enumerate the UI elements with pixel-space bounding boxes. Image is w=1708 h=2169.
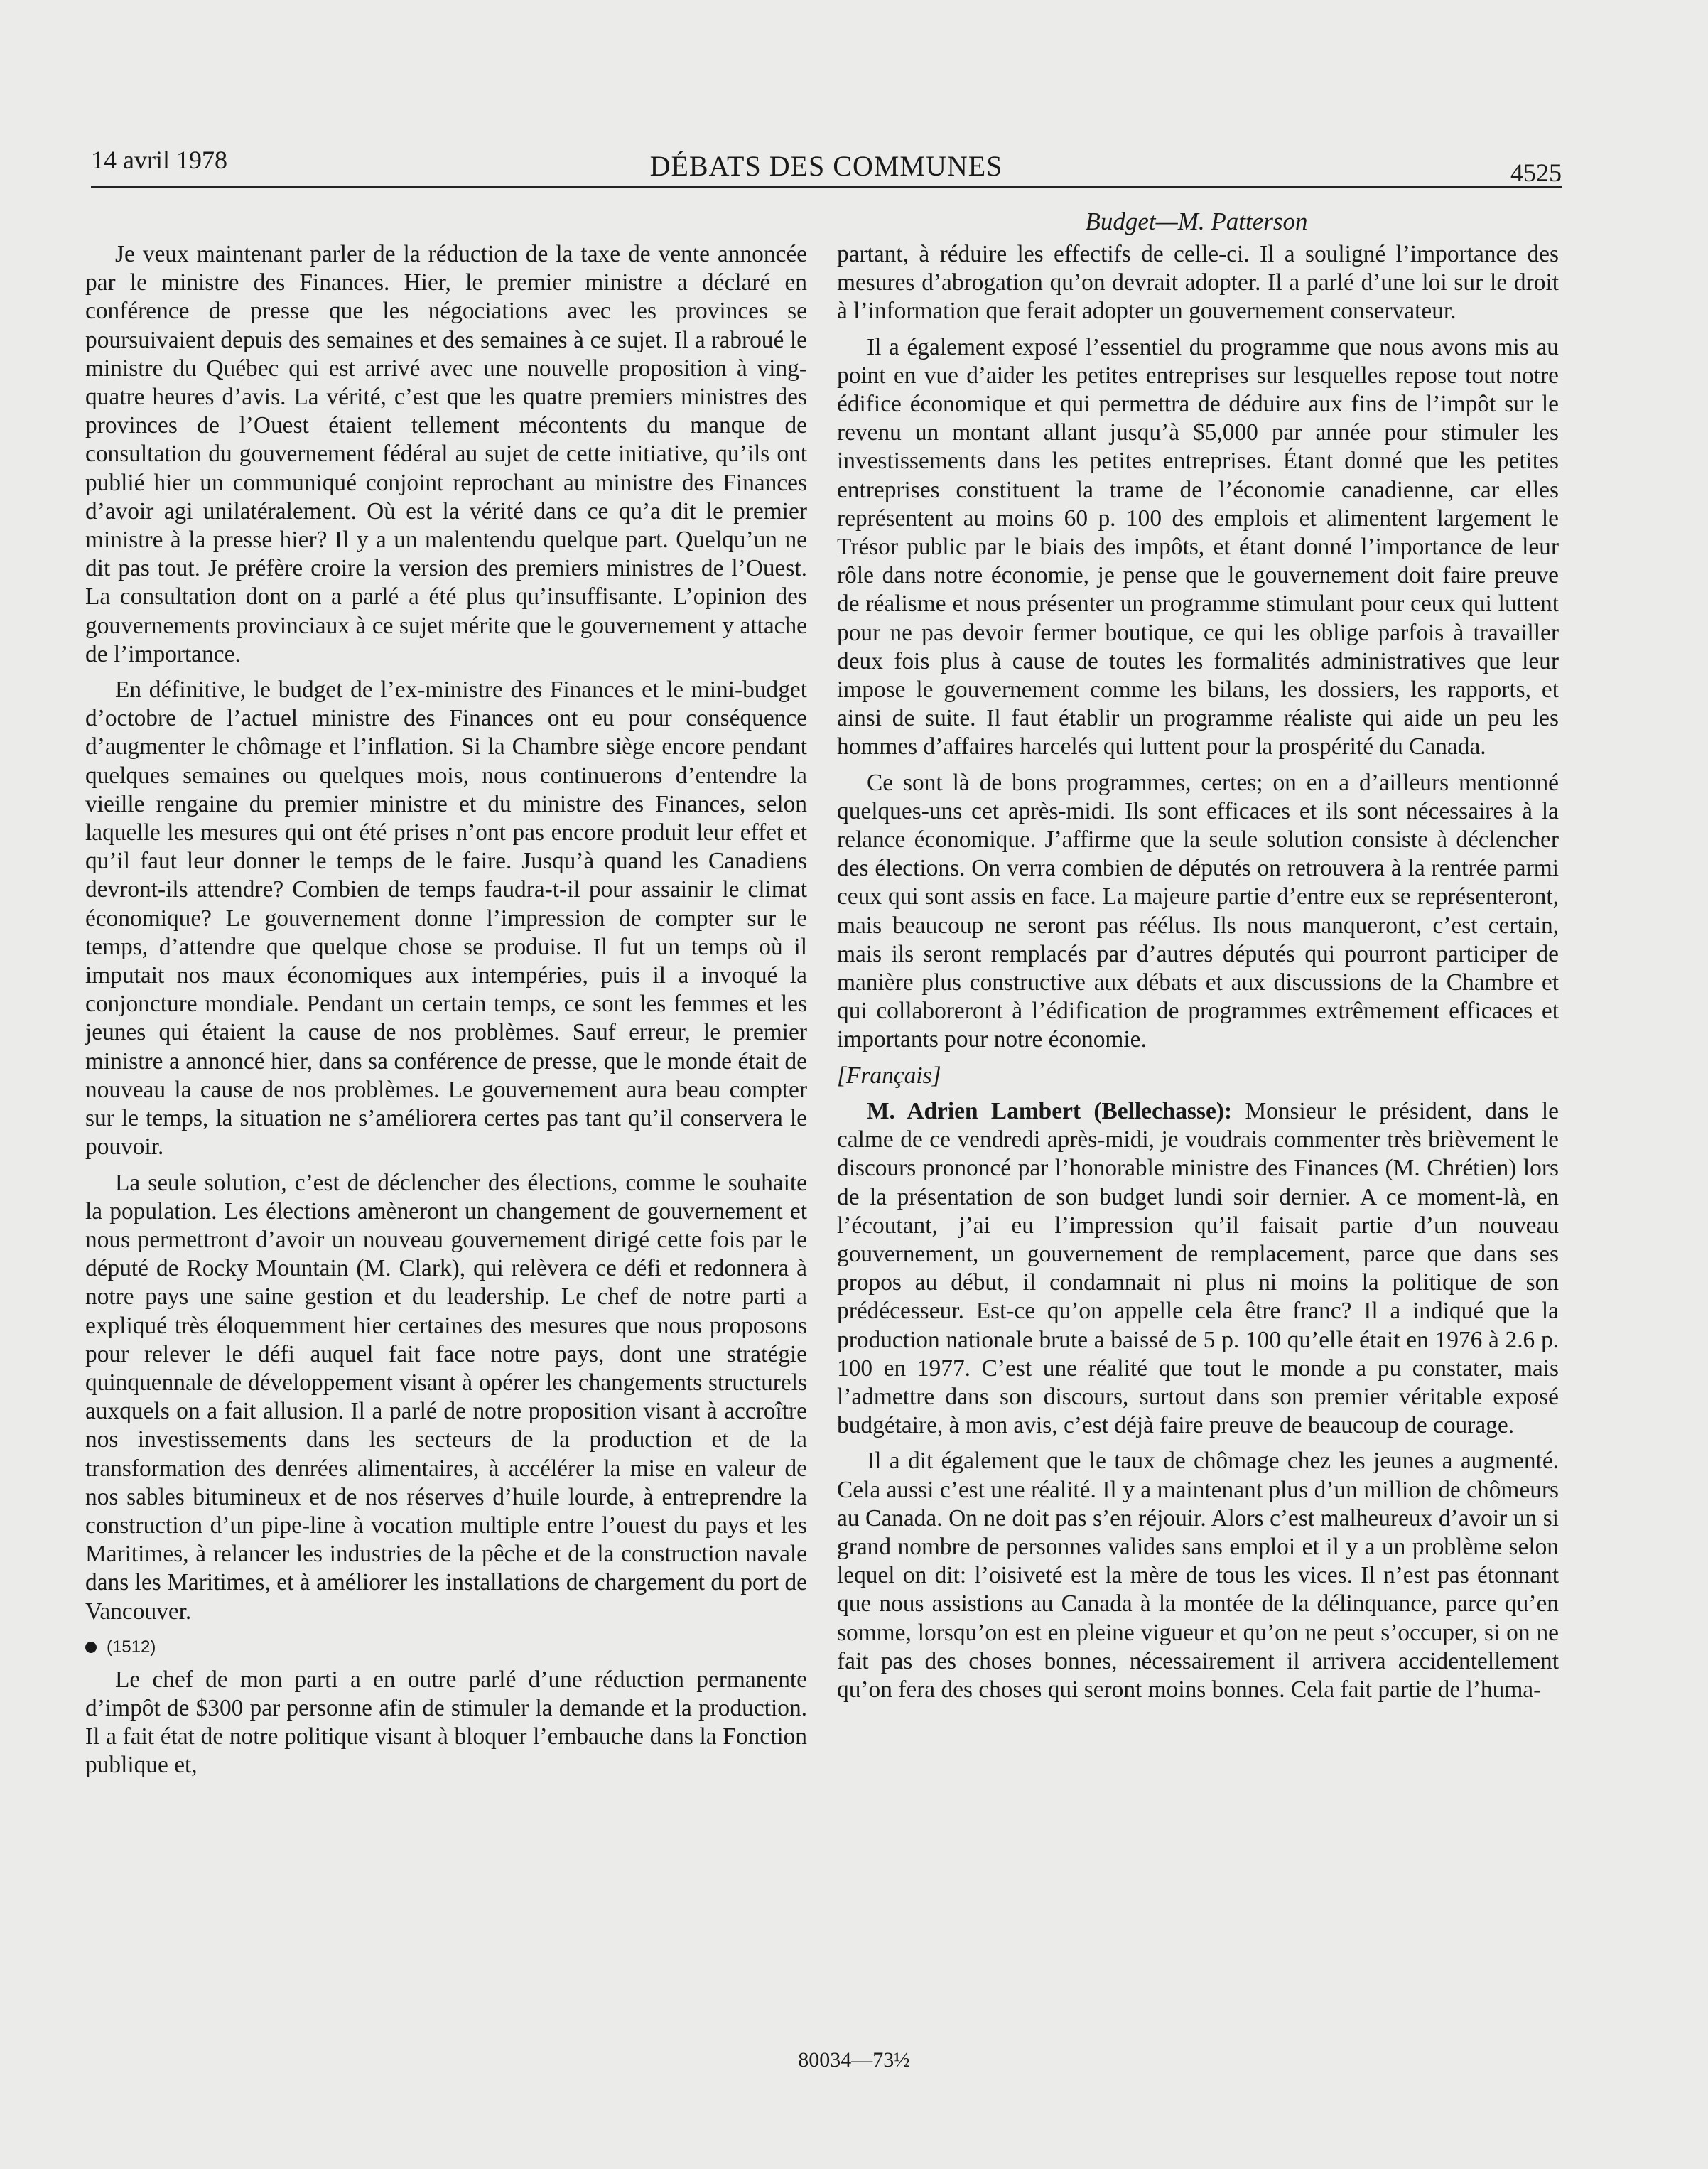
speaker-name: M. Adrien Lambert (Bellechasse): (867, 1097, 1233, 1124)
page-header (91, 142, 1562, 192)
time-marker (85, 1633, 807, 1662)
time-marker-label: (1512) (107, 1637, 156, 1657)
header-title: DÉBATS DES COMMUNES (649, 150, 1003, 182)
paragraph: La seule solution, c’est de déclencher des élections, comme le souhaite la population. Les élections amèneront un changement de gouvernement et nous permettront d’avoir un nouveau gouvernement dirigé cette fois par le député de Rocky Mountain (M. Clark), qui relèvera ce défi et redonnera à notre pays une saine gestion et du leadership. Le chef de notre parti a expliqué très éloquemment hier certaines des mesures que nous proposons pour relever le défi auquel fait face notre pays, dont une stratégie quinquennale de développement visant à opérer les changements structurels auxquels on a fait allusion. Il a parlé de notre proposition visant à accroître nos investissements dans les secteurs de la production et de la transformation des denrées alimentaires, à accélérer la mise en valeur de nos sables bitumineux et de nos réserves d’huile lourde, à entreprendre la construction d’un pipe-line à vocation multiple entre l’ouest du pays et les Maritimes, à relancer les industries de la pêche et de la construction navale dans les Maritimes, et à améliorer les installations de chargement du port de Vancouver. (85, 1169, 807, 1625)
header-page-number: 4525 (1510, 158, 1562, 187)
right-column (837, 240, 1559, 1711)
paragraph: Il a dit également que le taux de chômage chez les jeunes a augmenté. Cela aussi c’est une réalité. Il y a maintenant plus d’un million de chômeurs au Canada. On ne doit pas s’en réjouir. Alors c’est malheureux d’avoir un si grand nombre de personnes valides sans emploi et il y a un problème selon lequel on dit: l’oisiveté est la mère de tous les vices. Il n’est pas étonnant que nous assistions au Canada à la montée de la délinquance, parce qu’en somme, lorsqu’on est en pleine vigueur et qu’on ne peut s’occuper, si on ne fait pas des choses bonnes, nécessairement il arrivera accidentellement qu’on fera des choses qui seront moins bonnes. Cela fait partie de l’huma- (837, 1448, 1559, 1703)
paragraph: Le chef de mon parti a en outre parlé d’une réduction permanente d’impôt de $300 par personne afin de stimuler la demande et la production. Il a fait état de notre politique visant à bloquer l’embauche dans la Fonction publique et, (85, 1666, 807, 1779)
header-rule (91, 186, 1562, 188)
left-column (85, 240, 807, 1787)
paragraph: Ce sont là de bons programmes, certes; on en a d’ailleurs mentionné quelques-uns cet après-midi. Ils sont efficaces et ils sont nécessaires à la relance économique. J’affirme que la seule solution consiste à déclencher des élections. On verra combien de députés on retrouvera à la rentrée parmi ceux qui sont assis en face. La majeure partie d’entre eux se représenteront, mais beaucoup ne seront pas réélus. Ils nous manqueront, c’est certain, mais ils seront remplacés par d’autres députés qui pourront participer de manière plus constructive aux débats et aux discussions de la Chambre et qui collaboreront à l’édification de programmes extrêmement efficaces et importants pour notre économie. (837, 769, 1559, 1053)
speaker-paragraph (837, 1097, 1559, 1440)
page-footer: 80034—73½ (798, 2048, 910, 2072)
header-date: 14 avril 1978 (91, 146, 227, 174)
paragraph: Il a également exposé l’essentiel du programme que nous avons mis au point en vue d’aider les petites entreprises sur lesquelles repose tout notre édifice économique et qui permettra de déduire aux fins de l’impôt sur le revenu un montant allant jusqu’à $5,000 par année pour stimuler les investissements dans les petites entreprises. Étant donné que les petites entreprises constituent la trame de l’économie canadienne, car elles représentent au moins 60 p. 100 des emplois et alimentent largement le Trésor public par le biais des impôts, et étant donné l’importance de leur rôle dans notre économie, je pense que le gouvernement doit faire preuve de réalisme et nous présenter un programme stimulant pour ceux qui luttent pour ne pas devoir fermer boutique, ce qui les oblige parfois à travailler deux fois plus à cause de toutes les formalités administratives que leur impose le gouvernement comme les bilans, les dossiers, les rapports, et ainsi de suite. Il faut établir un programme réaliste qui aide un peu les hommes d’affaires harcelés qui luttent pour la prospérité du Canada. (837, 333, 1559, 760)
paragraph: En définitive, le budget de l’ex-ministre des Finances et le mini-budget d’octobre de l’actuel ministre des Finances ont eu pour conséquence d’augmenter le chômage et l’inflation. Si la Chambre siège encore pendant quelques semaines ou quelques mois, nous continuerons d’entendre la vieille rengaine du premier ministre et du ministre des Finances, selon laquelle les mesures qui ont été prises n’ont pas encore produit leur effet et qu’il faut leur donner le temps de le faire. Jusqu’à quand les Canadiens devront-ils attendre? Combien de temps faudra-t-il pour assainir le climat économique? Le gouvernement donne l’impression de compter sur le temps, d’attendre que quelque chose se produise. Il fut un temps où il imputait nos maux économiques aux intempéries, puis il a invoqué la conjoncture mondiale. Pendant un certain temps, ce sont les femmes et les jeunes qui étaient la cause de nos problèmes. Sauf erreur, le premier ministre a annoncé hier, dans sa conférence de presse, que le monde était de nouveau la cause de nos problèmes. Le gouvernement aura beau compter sur le temps, la situation ne s’améliorera certes pas tant qu’il conservera le pouvoir. (85, 677, 807, 1161)
speaker-text: Monsieur le président, dans le calme de ce vendredi après-midi, je voudrais commenter très brièvement le discours prononcé par l’honorable ministre des Finances (M. Chrétien) lors de la présentation de son budget lundi soir dernier. A ce moment-là, en l’écoutant, j’ai eu l’impression qu’il faisait partie d’un nouveau gouvernement, un gouvernement de remplacement, parce que dans ses propos au début, il condamnait ni plus ni moins la politique de son prédécesseur. Est-ce qu’on appelle cela être franc? Il a indiqué que la production nationale brute a baissé de 5 p. 100 qu’elle était en 1976 à 2.6 p. 100 en 1977. C’est une réalité que tout le monde a pu constater, mais l’admettre dans son discours, surtout dans son premier véritable exposé budgétaire, à mon avis, c’est déjà faire preuve de beaucoup de courage. (837, 1097, 1559, 1439)
running-head: Budget—M. Patterson (1085, 208, 1308, 235)
bullet-dot-icon (85, 1642, 97, 1653)
paragraph: partant, à réduire les effectifs de celle-ci. Il a souligné l’importance des mesures d’abrogation qu’on devrait adopter. Il a parlé d’une loi sur le droit à l’information que ferait adopter un gouvernement conservateur. (837, 241, 1559, 325)
paragraph: Je veux maintenant parler de la réduction de la taxe de vente annoncée par le ministre des Finances. Hier, le premier ministre a déclaré en conférence de presse que les négociations avec les provinces se poursuivaient depuis des semaines et des semaines à ce sujet. Il a rabroué le ministre du Québec qui est arrivé avec une nouvelle proposition à ving-quatre heures d’avis. La vérité, c’est que les quatre premiers ministres des provinces de l’Ouest étaient tellement mécontents du manque de consultation du gouvernement fédéral au sujet de cette initiative, qu’ils ont publié hier un communiqué conjoint reprochant au ministre des Finances d’avoir agi unilatéralement. Où est la vérité dans ce qu’a dit le premier ministre à la presse hier? Il y a un malentendu quelque part. Quelqu’un ne dit pas tout. Je préfère croire la version des premiers ministres de l’Ouest. La consultation dont on a parlé a été plus qu’insuffisante. L’opinion des gouvernements provinciaux à ce sujet mérite que le gouvernement y attache de l’importance. (85, 241, 807, 667)
language-marker: [Français] (837, 1062, 941, 1089)
